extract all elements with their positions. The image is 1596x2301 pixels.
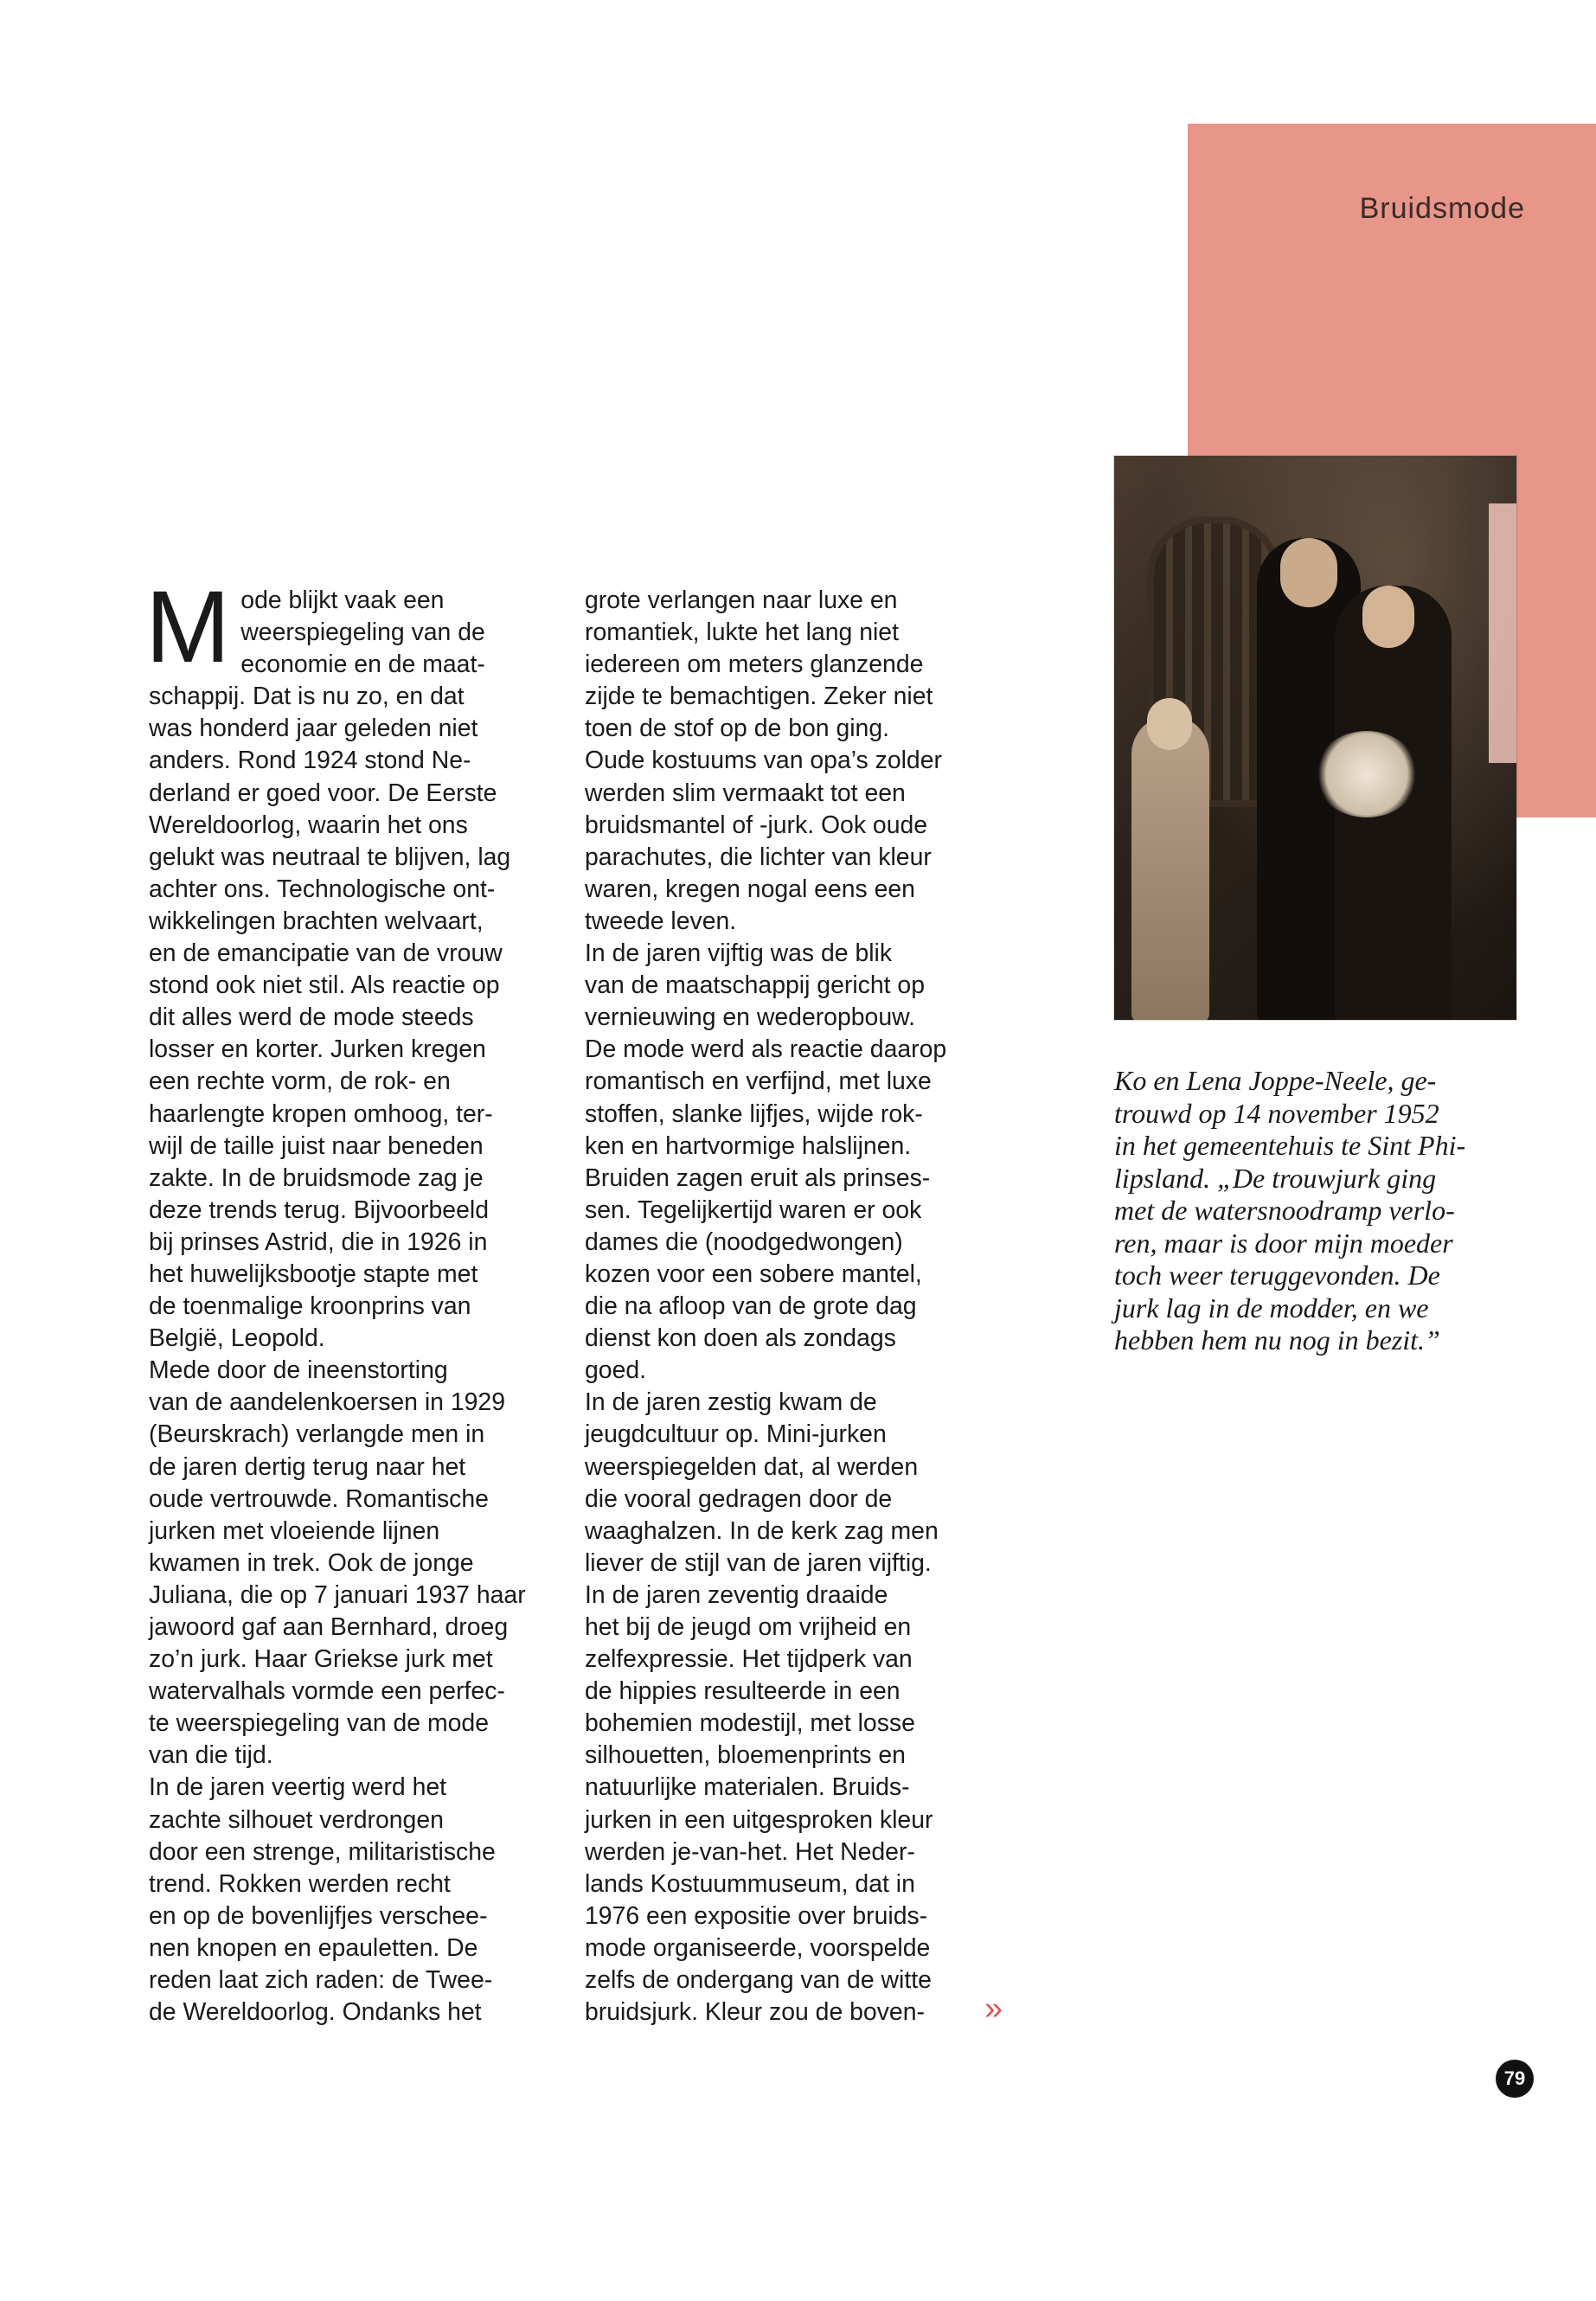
wedding-photo (1114, 456, 1516, 1020)
photo-bouquet (1315, 731, 1419, 817)
article-paragraph-1 (145, 570, 564, 1355)
photo-caption: Ko en Lena Joppe-Neele, ge- trouwd op 14 november 1952 in het gemeentehuis te Sint Phi- lipsland. „De trouwjurk ging met de watersnoodramp verlo- ren, maar is door mijn moeder toch weer teruggevonden. De jurk lag in de modder, en we hebben hem nu nog in bezit.” (1114, 1065, 1466, 1356)
photo-child-figure (1131, 715, 1209, 1020)
page-number: 79 (1496, 2060, 1534, 2098)
article-paragraph-6: In de jaren zeventig draaide het bij de jeugd om vrijheid en zelfexpressie. Het tijdperk van de hippies resulteerde in een bohemien modestijl, met losse silhouetten, bloemenprints en natuurlijke materialen. Bruids- jurken in een uitgesproken kleur werden je-van-het. Het Neder- lands Kostuummuseum, dat in 1976 een expositie over bruids- mode organiseerde, voorspelde zelfs de ondergang van de witte bruidsjurk. Kleur zou de boven- (585, 1580, 933, 2027)
photo-child-head (1147, 698, 1192, 750)
article-paragraph-3-continued: grote verlangen naar luxe en romantiek, lukte het lang niet iedereen om meters glanzende zijde te bemachtigen. Zeker niet toen de stof op de bon ging. Oude kostuums van opa’s zolder werden slim vermaakt tot een bruidsmantel of -jurk. Ook oude parachutes, die lichter van kleur waren, kregen nogal eens een tweede leven. (585, 586, 942, 935)
photo-bride-head (1362, 586, 1414, 648)
article-paragraph-5: In de jaren zestig kwam de jeugdcultuur op. Mini-jurken weerspiegelden dat, al werden die vooral gedragen door de waaghalzen. In de kerk zag men liever de stijl van de jaren vijftig. (585, 1388, 939, 1577)
article-paragraph-4: In de jaren vijftig was de blik van de maatschappij gericht op vernieuwing en wederopbouw. De mode werd als reactie daarop romantisch en verfijnd, met luxe stoffen, slanke lijfjes, wijde rok- ken en hartvormige halslijnen. Bruiden zagen eruit als prinses- sen. Tegelijkertijd waren er ook dames die (noodgedwongen) kozen voor een sobere mantel, die na afloop van de grote dag dienst kon doen als zondags goed. (585, 939, 947, 1385)
article-column-1 (145, 570, 564, 2029)
photo-groom-head (1280, 538, 1337, 607)
drop-cap: M (145, 570, 231, 684)
article-paragraph-1-text: ode blijkt vaak een weerspiegeling van de economie en de maat- schappij. Dat is nu zo, en dat was honderd jaar geleden niet anders. Rond 1924 stond Ne- derland er goed voor. De Eerste Wereldoorlog, waarin het ons gelukt was neutraal te blijven, lag achter ons. Technologische ont- wikkelingen brachten welvaart, en de emancipatie van de vrouw stond ook niet stil. Als reactie op dit alles werd de mode steeds losser en korter. Jurken kregen een rechte vorm, de rok- en haarlengte kropen omhoog, ter- wijl de taille juist naar beneden zakte. In de bruidsmode zag je deze trends terug. Bijvoorbeeld bij prinses Astrid, die in 1926 in het huwelijksbootje stapte met de toenmalige kroonprins van België, Leopold. (149, 586, 511, 1353)
photo-tape (1489, 503, 1516, 763)
continue-arrow-icon: » (984, 1990, 1003, 2027)
article-paragraph-2: Mede door de ineenstorting van de aandelenkoersen in 1929 (Beurskrach) verlangde men in de jaren dertig terug naar het oude vertrouwde. Romantische jurken met vloeiende lijnen kwamen in trek. Ook de jonge Juliana, die op 7 januari 1937 haar jawoord gaf aan Bernhard, droeg zo’n jurk. Haar Griekse jurk met watervalhals vormde een perfec- te weerspiegeling van de mode van die tijd. (149, 1356, 526, 1770)
article-column-2 (585, 585, 991, 2029)
article-paragraph-3: In de jaren veertig werd het zachte silhouet verdrongen door een strenge, militaristische trend. Rokken werden recht en op de bovenlijfjes verschee- nen knopen en epauletten. De reden laat zich raden: de Twee- de Wereldoorlog. Ondanks het (149, 1773, 496, 2027)
section-label: Bruidsmode (1359, 192, 1525, 225)
